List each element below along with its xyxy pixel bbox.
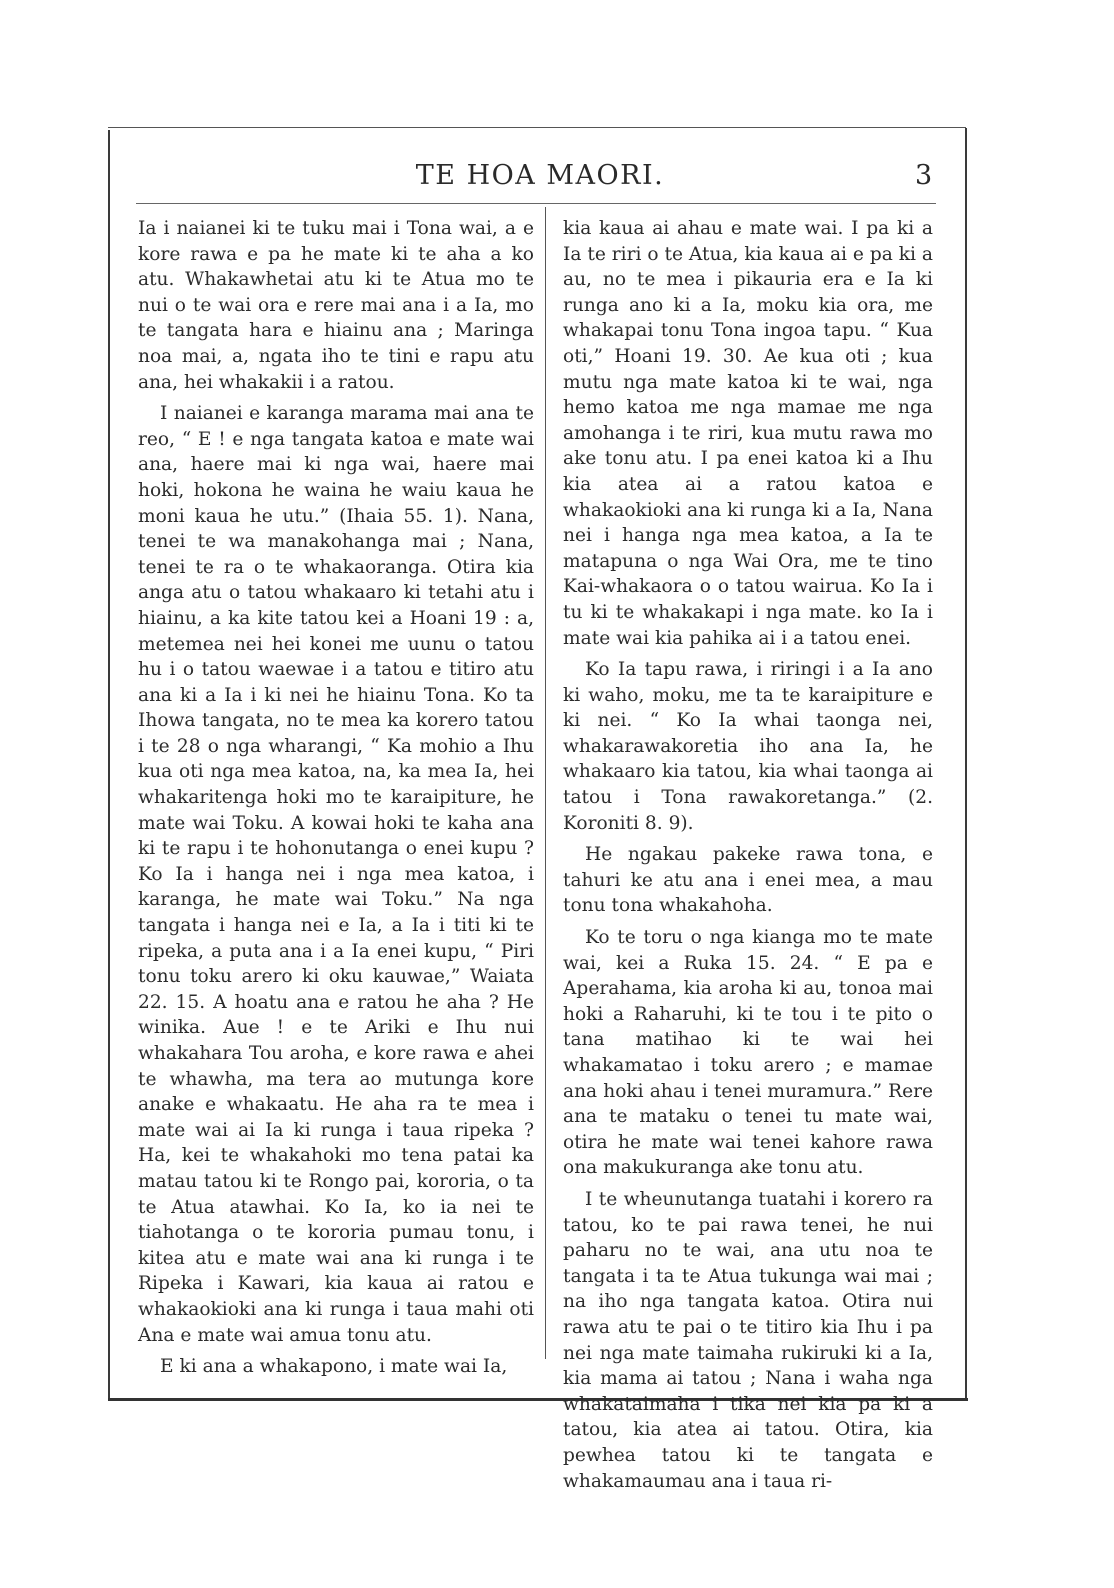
page-frame-right (965, 128, 967, 1398)
paragraph: I naianei e karanga marama mai ana te reo, “ E ! e nga tangata katoa e mate wai ana, haere mai ki nga wai, haere mai hoki, hokona he waina he waiu kaua he moni kaua he utu.” (Ihaia 55. 1). Nana, tenei te wa manakohanga mai ; Nana, tenei te ra o te whakaoranga. Otira kia anga atu o tatou whakaaro ki tetahi atu i hiainu, a ka kite tatou kei a Hoani 19 : a, metemea nei hei konei me uunu o tatou hu i o tatou waewae i a tatou e titiro atu ana ki a Ia i ki nei he hiainu Tona. Ko ta Ihowa tangata, no te mea ka korero tatou i te 28 o nga wharangi, “ Ka mohio a Ihu kua oti nga mea katoa, na, ka mea Ia, hei whakaritenga hoki mo te karaipiture, he mate wai Toku. A kowai hoki te kaha ana ki te rapu i te hohonutanga o enei kupu ? Ko Ia i hanga nei i nga mea katoa, i karanga, he mate wai Toku.” Na nga tangata i hanga nei e Ia, a Ia i titi ki te ripeka, a puta ana i a Ia enei kupu, “ Piri tonu toku arero ki oku kauwae,” Waiata 22. 15. A hoatu ana e ratou he aha ? He winika. Aue ! e te Ariki e Ihu nui whakahara Tou aroha, e kore rawa e ahei te whawha, ma tera ao mutunga kore anake e whakaatu. He aha ra te mea i mate wai ai Ia ki runga i taua ripeka ? Ha, kei te whakahoki mo tena patai ka matau tatou ki te Rongo pai, kororia, o ta te Atua atawhai. Ko Ia, ko ia nei te tiahotanga o te kororia pumau tonu, i kitea atu e mate wai ana ki runga i te Ripeka i Kawari, kia kaua ai ratou e whakaokioki ana ki runga i taua mahi oti Ana e mate wai amua tonu atu. (138, 403, 534, 1346)
paragraph: I te wheunutanga tuatahi i korero ra tatou, ko te pai rawa tenei, he nui paharu no te wai, ana utu noa te tangata i ta te Atua tukunga wai mai ; na iho nga tangata katoa. Otira nui rawa atu te pai o te titiro kia Ihu i pa nei nga mate taimaha rukiruki ki a Ia, kia mama ai tatou ; Nana i waha nga whakataimaha i tika nei kia pa ki a tatou, kia atea ai tatou. Otira, kia pewhea tatou ki te tangata e whakamaumau ana i taua ri- (563, 1188, 933, 1492)
page-frame-left (108, 130, 110, 1400)
paragraph: He ngakau pakeke rawa tona, e tahuri ke atu ana i enei mea, a mau tonu tona whakahoha. (563, 844, 933, 917)
paragraph: E ki ana a whakapono, i mate wai Ia, (160, 1356, 508, 1378)
column-divider (545, 207, 546, 1359)
page-header-title: TE HOA MAORI. (415, 160, 665, 191)
page-number: 3 (915, 160, 933, 191)
page-frame-top (108, 127, 966, 128)
paragraph: Ko Ia tapu rawa, i riringi i a Ia ano ki waho, moku, me ta te karaipiture e ki nei. “ Ko Ia whai taonga nei, whakarawakoretia iho ana Ia, he whakaaro kia tatou, kia whai taonga ai tatou i Tona rawakoretanga.” (2. Koroniti 8. 9). (563, 659, 933, 834)
header-rule (136, 203, 936, 204)
paragraph: kia kaua ai ahau e mate wai. I pa ki a Ia te riri o te Atua, kia kaua ai e pa ki a au, no te mea i pikauria era e Ia ki runga ano ki a Ia, moku kia ora, me whakapai tonu Tona ingoa tapu. “ Kua oti,” Hoani 19. 30. Ae kua oti ; kua mutu nga mate katoa ki te wai, nga hemo katoa me nga mamae me nga amohanga i te riri, kua mutu rawa mo ake tonu atu. I pa enei katoa ki a Ihu kia atea ai a ratou katoa e whakaokioki ana ki runga ki a Ia, Nana nei i hanga nga mea katoa, a Ia te matapuna o nga Wai Ora, me te tino Kai-whakaora o o tatou wairua. Ko Ia i tu ki te whakakapi i nga mate. ko Ia i mate wai kia pahika ai i a tatou enei. (563, 218, 933, 649)
paragraph: Ko te toru o nga kianga mo te mate wai, kei a Ruka 15. 24. “ E pa e Aperahama, kia aroha ki au, tonoa mai hoki a Raharuhi, ki te tou i te pito o tana matihao ki te wai hei whakamatao i toku arero ; e mamae ana hoki ahau i tenei muramura.” Rere ana te mataku o tenei tu mate wai, otira he mate wai tenei kahore rawa ona makukuranga ake tonu atu. (563, 927, 933, 1179)
left-column (138, 216, 534, 1380)
paragraph: Ia i naianei ki te tuku mai i Tona wai, a e kore rawa e pa he mate ki te aha a ko atu. Whakawhetai atu ki te Atua mo te nui o te wai ora e rere mai ana i a Ia, mo te tangata hara e hiainu ana ; Maringa noa mai, a, ngata iho te tini e rapu atu ana, hei whakakii i a ratou. (138, 218, 534, 393)
right-column (563, 216, 933, 1494)
